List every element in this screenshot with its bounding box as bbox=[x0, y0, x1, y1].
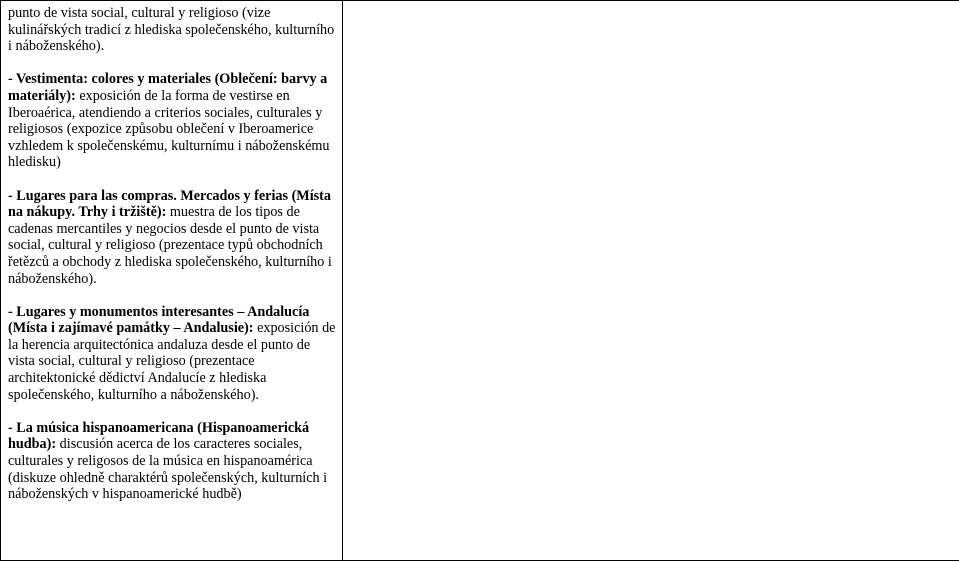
item-andalucia bbox=[8, 304, 338, 404]
item-title: - Lugares y monumentos interesantes – Andalucía (Místa i zajímavé památky – Andalusie): bbox=[8, 303, 310, 337]
left-cell bbox=[1, 1, 343, 561]
intro-paragraph: punto de vista social, cultural y religioso (vize kulinářských tradicí z hlediska společenského, kulturního i náboženského). bbox=[8, 5, 335, 55]
item-body: discusión acerca de los caracteres sociales, culturales y religosos de la música en hispanoamérica (diskuze ohledně charaktérů společenských, kulturních i náboženských v hispanoamerické hudbě) bbox=[8, 436, 328, 503]
item-title: - La música hispanoamericana (Hispanoamerická hudba): bbox=[8, 419, 310, 453]
item-vestimenta bbox=[8, 71, 338, 171]
item-musica bbox=[8, 420, 338, 503]
item-body: muestra de los tipos de cadenas mercantiles y negocios desde el punto de vista social, cultural y religioso (prezentace typů obchodních řetězců a obchody z hlediska společenského, kulturního i náboženského). bbox=[8, 204, 332, 287]
item-title: - Vestimenta: colores y materiales (Oblečení: barvy a materiály): bbox=[8, 71, 328, 104]
item-title: - Lugares para las compras. Mercados y ferias (Místa na nákupy. Trhy i tržiště): bbox=[8, 187, 331, 221]
item-lugares-compras bbox=[8, 188, 338, 288]
item-body: exposición de la herencia arquitectónica andaluza desde el punto de vista social, cultural y religioso (prezentace architektonické dědictví Andalucíe z hlediska společenského, kulturního a náboženského). bbox=[8, 320, 336, 403]
item-body: exposición de la forma de vestirse en Iberoaérica, atendiendo a criterios sociales, culturales y religiosos (expozice způsobu oblečení v Iberoamerice vzhledem k společenskému, kulturnímu i náboženskému hledisku) bbox=[8, 87, 330, 171]
table-row bbox=[1, 1, 959, 561]
right-cell-content bbox=[343, 1, 959, 5]
right-cell bbox=[343, 1, 959, 561]
